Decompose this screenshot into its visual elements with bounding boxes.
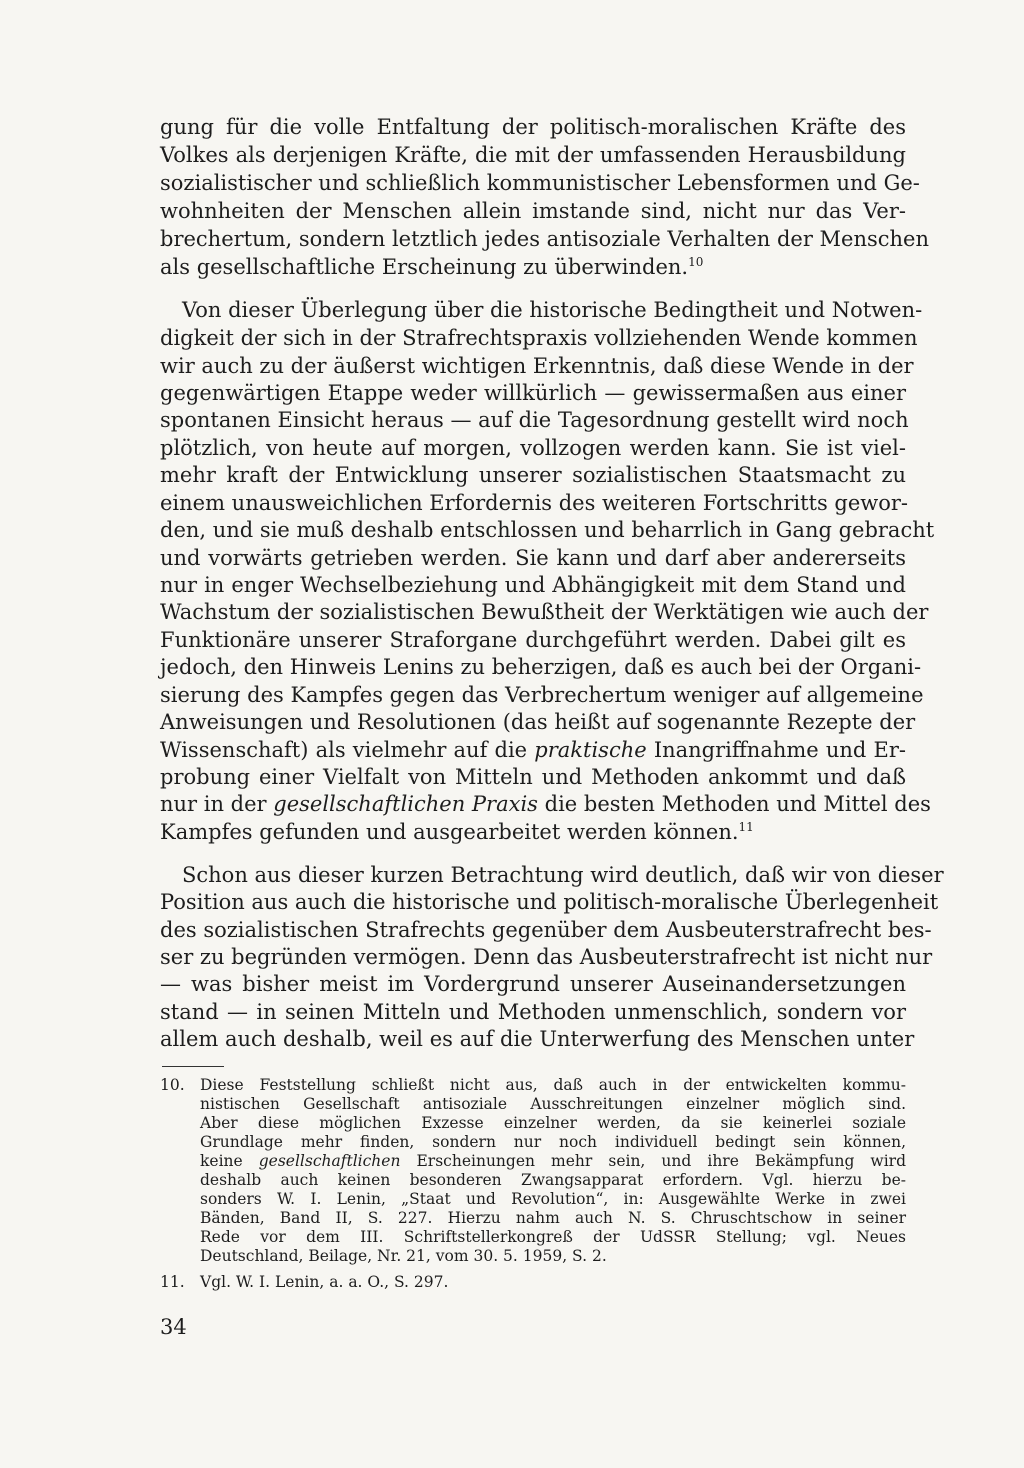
text-line: — was bisher meist im Vordergrund unserer Auseinandersetzungen — [160, 972, 906, 996]
footnote-line: Grundlage mehr finden, sondern nur noch individuell bedingt sein können, — [200, 1133, 906, 1151]
text-line: Wachstum der sozialistischen Bewußtheit der Werktätigen wie auch der — [160, 600, 929, 624]
text-line: des sozialistischen Strafrechts gegenüber dem Ausbeuterstrafrecht bes- — [160, 918, 932, 942]
text-line: Schon aus dieser kurzen Betrachtung wird deutlich, daß wir von dieser — [182, 863, 944, 887]
text-line: spontanen Einsicht heraus — auf die Tagesordnung gestellt wird noch — [160, 408, 909, 432]
text-line: allem auch deshalb, weil es auf die Unterwerfung des Menschen unter — [160, 1027, 915, 1051]
line-text: Erscheinungen mehr sein, und ihre Bekämpfung wird — [400, 1152, 906, 1170]
text-line: stand — in seinen Mitteln und Methoden unmenschlich, sondern vor — [160, 1000, 906, 1024]
line-text: nur in der — [160, 792, 274, 816]
text-line: den, und sie muß deshalb entschlossen und beharrlich in Gang gebracht — [160, 518, 935, 542]
footnote-line: deshalb auch keinen besonderen Zwangsapparat erfordern. Vgl. hierzu be- — [200, 1171, 906, 1189]
emphasis-text: praktische — [534, 738, 647, 762]
text-line: mehr kraft der Entwicklung unserer sozialistischen Staatsmacht zu — [160, 463, 906, 487]
text-line: wohnheiten der Menschen allein imstande sind, nicht nur das Ver- — [160, 199, 906, 223]
footnote-separator — [162, 1066, 224, 1067]
footnote-line: nistischen Gesellschaft antisoziale Ausschreitungen einzelner möglich sind. — [200, 1095, 906, 1113]
text-line: gung für die volle Entfaltung der politisch-moralischen Kräfte des — [160, 115, 906, 139]
text-line: Funktionäre unserer Straforgane durchgeführt werden. Dabei gilt es — [160, 628, 906, 652]
text-line: sierung des Kampfes gegen das Verbrechertum weniger auf allgemeine — [160, 683, 924, 707]
footnote-number: 11. — [160, 1273, 185, 1291]
footnote-line — [200, 1152, 906, 1171]
text-line — [160, 819, 906, 845]
footnote-line: Aber diese möglichen Exzesse einzelner werden, da sie keinerlei soziale — [200, 1114, 906, 1132]
text-line: ser zu begründen vermögen. Denn das Ausbeuterstrafrecht ist nicht nur — [160, 945, 933, 969]
text-line: gegenwärtigen Etappe weder willkürlich — gewissermaßen aus einer — [160, 381, 906, 405]
text-line: wir auch zu der äußerst wichtigen Erkenntnis, daß diese Wende in der — [160, 354, 914, 378]
text-line — [160, 791, 931, 817]
text-line — [160, 737, 906, 763]
text-line — [160, 254, 906, 280]
text-line: einem unausweichlichen Erfordernis des weiteren Fortschritts gewor- — [160, 491, 909, 515]
footnote-ref-10[interactable]: 10 — [688, 255, 704, 269]
line-text: keine — [200, 1152, 259, 1170]
footnote-ref-11[interactable]: 11 — [738, 820, 754, 834]
text-line: probung einer Vielfalt von Mitteln und Methoden ankommt und daß — [160, 765, 906, 789]
footnote-line: sonders W. I. Lenin, „Staat und Revolution“, in: Ausgewählte Werke in zwei — [200, 1190, 906, 1208]
text-line: Von dieser Überlegung über die historische Bedingtheit und Notwen- — [182, 298, 923, 322]
text-line: jedoch, den Hinweis Lenins zu beherzigen, daß es auch bei der Organi- — [160, 655, 922, 679]
text-line: digkeit der sich in der Strafrechtspraxis vollziehenden Wende kommen — [160, 326, 918, 350]
text-line: Volkes als derjenigen Kräfte, die mit der umfassenden Herausbildung — [160, 143, 906, 167]
text-line: Position aus auch die historische und politisch-moralische Überlegenheit — [160, 890, 939, 914]
text-line: nur in enger Wechselbeziehung und Abhängigkeit mit dem Stand und — [160, 573, 906, 597]
footnote-line: Diese Feststellung schließt nicht aus, daß auch in der entwickelten kommu- — [200, 1076, 906, 1094]
line-text: Wissenschaft) als vielmehr auf die — [160, 738, 528, 762]
footnote-number: 10. — [160, 1076, 185, 1094]
text-line: und vorwärts getrieben werden. Sie kann und darf aber andererseits — [160, 546, 906, 570]
line-text: die besten Methoden und Mittel des — [537, 792, 931, 816]
text-line: plötzlich, von heute auf morgen, vollzogen werden kann. Sie ist viel- — [160, 436, 906, 460]
line-text: Kampfes gefunden und ausgearbeitet werden können. — [160, 820, 739, 844]
footnote-line: Rede vor dem III. Schriftstellerkongreß der UdSSR Stellung; vgl. Neues — [200, 1228, 906, 1246]
footnote-line: Vgl. W. I. Lenin, a. a. O., S. 297. — [200, 1273, 449, 1291]
page-number: 34 — [160, 1315, 187, 1339]
emphasis-text: gesellschaftlichen Praxis — [273, 792, 538, 816]
emphasis-text: gesellschaftlichen — [258, 1152, 401, 1170]
text-line: Anweisungen und Resolutionen (das heißt auf sogenannte Rezepte der — [160, 710, 916, 734]
footnote-line: Deutschland, Beilage, Nr. 21, vom 30. 5. 1959, S. 2. — [200, 1247, 607, 1265]
line-text: Inangriffnahme und Er- — [646, 738, 906, 762]
footnote-line: Bänden, Band II, S. 227. Hierzu nahm auch N. S. Chruschtschow in seiner — [200, 1209, 906, 1227]
text-line: sozialistischer und schließlich kommunistischer Lebensformen und Ge- — [160, 171, 920, 195]
text-line: brechertum, sondern letztlich jedes antisoziale Verhalten der Menschen — [160, 227, 930, 251]
line-text: als gesellschaftliche Erscheinung zu überwinden. — [160, 255, 689, 279]
